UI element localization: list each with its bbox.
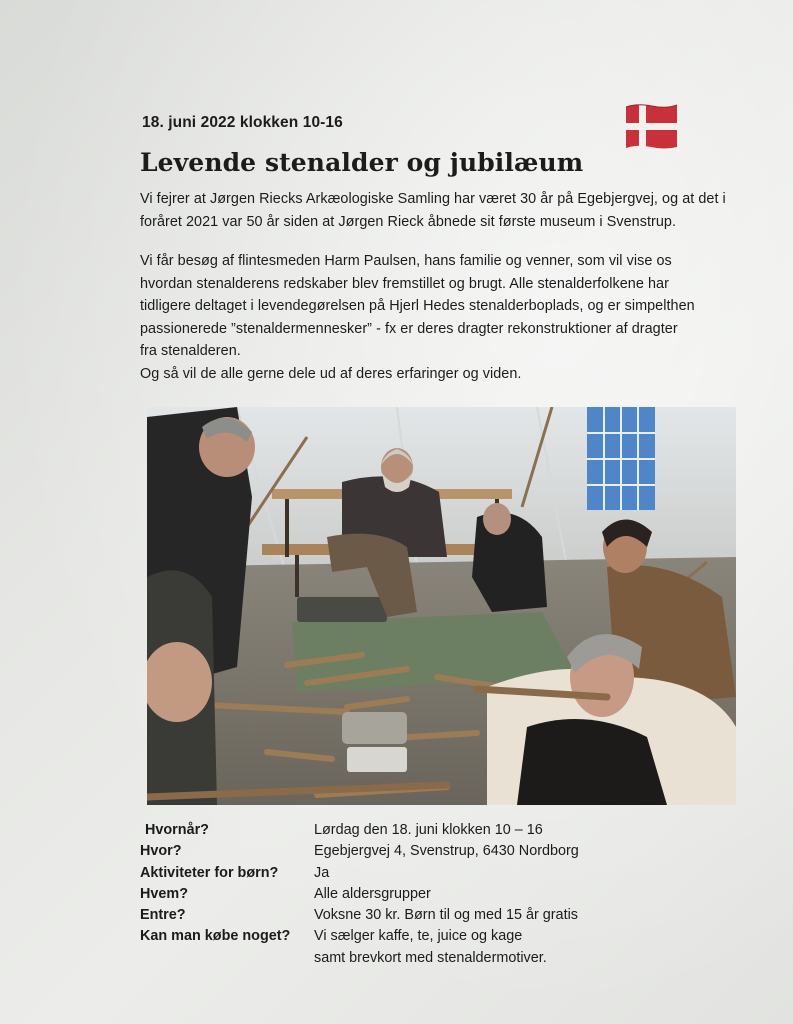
details-value: Ja (314, 864, 330, 881)
stone-age-workshop-photo (147, 407, 736, 805)
details-label: Hvor? (140, 843, 182, 860)
details-value: Voksne 30 kr. Børn til og med 15 år gratis (314, 907, 578, 924)
details-row-shop (140, 926, 760, 947)
intro-paragraph: Vi fejrer at Jørgen Riecks Arkæologiske Samling har været 30 år på Egebjergvej, og at det i foråret 2021 var 50 år siden at Jørgen Rieck åbnede sit første museum i Svenstrup. (140, 191, 726, 230)
photo-illustration (147, 407, 736, 805)
description-line: tidligere deltaget i levendegørelsen på Hjerl Hedes stenalderboplads, og er simpelthen (140, 298, 695, 314)
details-row-who (140, 884, 760, 905)
details-value: samt brevkort med stenaldermotiver. (314, 949, 547, 966)
description-line: passionerede ”stenaldermennesker” - fx er deres dragter rekonstruktioner af dragter (140, 320, 678, 337)
details-row-admission (140, 905, 760, 926)
description-line: Vi får besøg af flintesmeden Harm Paulsen, hans familie og venner, som vil vise os (140, 253, 672, 269)
details-label: Hvornår? (145, 822, 209, 838)
details-value: Vi sælger kaffe, te, juice og kage (314, 928, 523, 945)
page-title: Levende stenalder og jubilæum (140, 148, 584, 177)
description-line: fra stenalderen. (140, 343, 241, 359)
details-value: Egebjergvej 4, Svenstrup, 6430 Nordborg (314, 843, 579, 860)
danish-flag-icon (624, 101, 679, 151)
description-paragraph (140, 250, 760, 385)
details-row-kids-activities (140, 863, 760, 884)
description-line: hvordan stenalderens redskaber blev fremstillet og brugt. Alle stenalderfolkene har (140, 275, 669, 292)
description-line: Og så vil de alle gerne dele ud af deres erfaringer og viden. (140, 365, 522, 382)
details-row-shop-continued (140, 948, 760, 969)
details-label: Entre? (140, 907, 186, 924)
details-value: Alle aldersgrupper (314, 885, 431, 902)
details-value: Lørdag den 18. juni klokken 10 – 16 (314, 822, 543, 838)
event-details (140, 820, 760, 969)
details-label: Hvem? (140, 885, 188, 902)
details-label: Kan man købe noget? (140, 928, 291, 945)
details-label: Aktiviteter for børn? (140, 864, 279, 881)
details-row-when (140, 820, 760, 841)
event-date: 18. juni 2022 klokken 10-16 (142, 114, 343, 131)
details-row-where (140, 841, 760, 862)
